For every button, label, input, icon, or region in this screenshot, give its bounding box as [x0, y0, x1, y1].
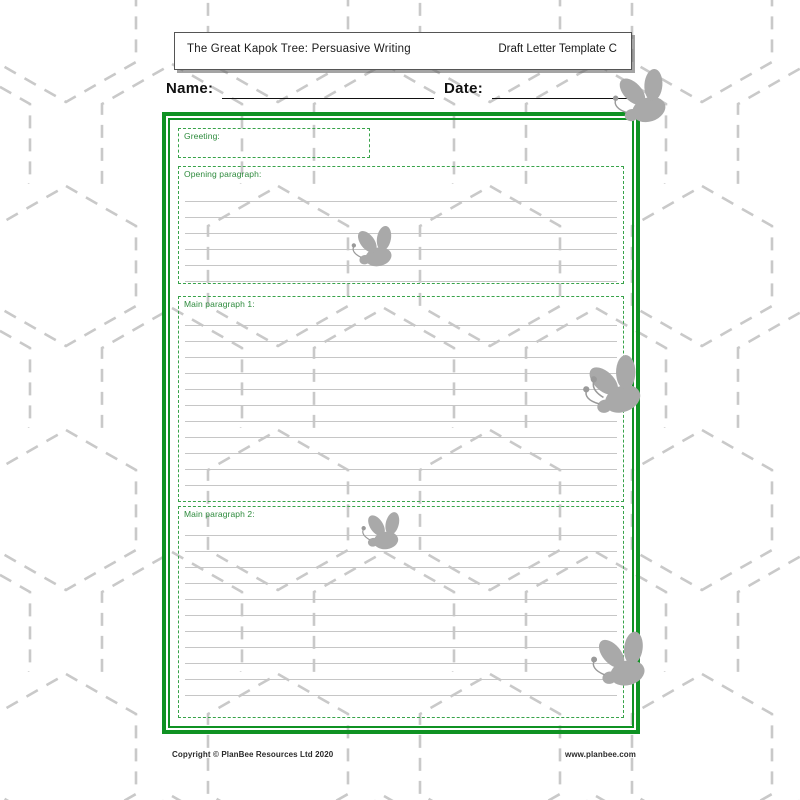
header-box	[174, 32, 632, 70]
date-label: Date:	[444, 80, 484, 97]
opening-paragraph-label: Opening paragraph:	[184, 169, 262, 179]
paper-sheet	[124, 0, 676, 800]
name-date-row	[166, 78, 636, 102]
name-input-line[interactable]	[222, 98, 434, 99]
main-paragraph-2-label: Main paragraph 2:	[184, 509, 255, 519]
opening-paragraph-section[interactable]	[178, 166, 624, 284]
main-paragraph-1-section[interactable]	[178, 296, 624, 502]
name-label: Name:	[166, 80, 214, 97]
template-label: Draft Letter Template C	[498, 43, 617, 55]
website-text: www.planbee.com	[565, 750, 636, 759]
greeting-section[interactable]	[178, 128, 370, 158]
copyright-text: Copyright © PlanBee Resources Ltd 2020	[172, 750, 334, 759]
greeting-label: Greeting:	[184, 131, 220, 141]
main-paragraph-1-label: Main paragraph 1:	[184, 299, 255, 309]
date-input-line[interactable]	[492, 98, 636, 99]
main-paragraph-2-section[interactable]	[178, 506, 624, 718]
worksheet-title: The Great Kapok Tree: Persuasive Writing	[187, 43, 411, 55]
